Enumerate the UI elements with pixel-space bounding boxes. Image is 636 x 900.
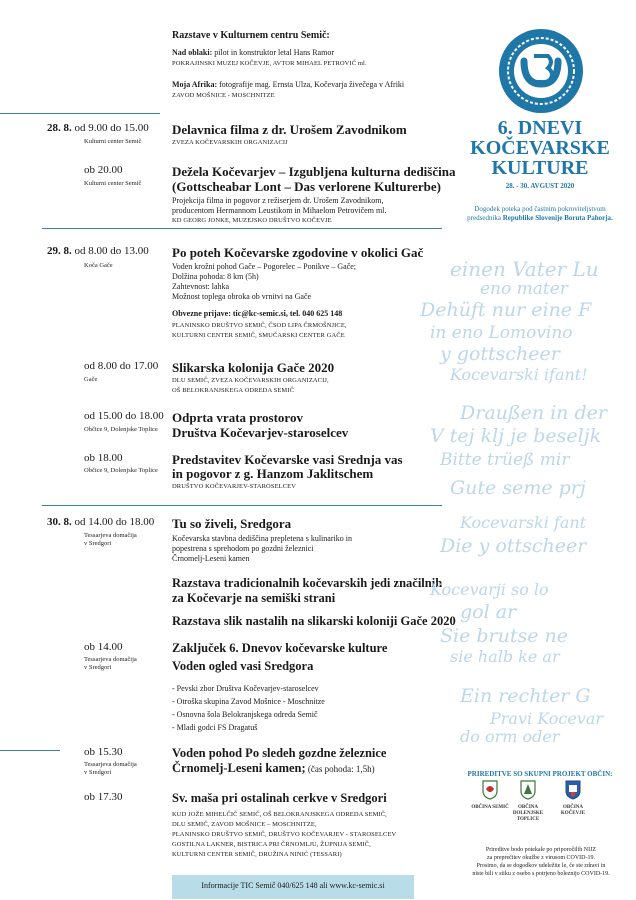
dolenjske-toplice-coat-of-arms-icon xyxy=(520,780,536,800)
event-org: GOSTILNA LAKNER, BISTRICA PRI ČRNOMLJU, ŽUPNIJA SEMIČ, xyxy=(172,841,371,848)
date-label: 29. 8. xyxy=(47,245,72,257)
event-time: ob 20.00 xyxy=(84,164,123,176)
municipality-name: OBČINA KOČEVJE xyxy=(560,805,586,816)
event-duration: (čas pohoda: 1,5h) xyxy=(305,764,375,774)
event-date xyxy=(47,122,149,135)
project-heading: PRIREDITVE SO SKUPNI PROJEKT OBČIN: xyxy=(467,770,613,778)
event-title: Društva Kočevarjev-staroselcev xyxy=(172,425,349,440)
exhibition-item xyxy=(172,48,334,58)
exhibitions-heading: Razstave v Kulturnem centru Semič: xyxy=(172,30,330,41)
event-desc: Možnost toplega obroka ob vrnitvi na Gače xyxy=(172,292,312,301)
event-time: ob 18.00 xyxy=(84,452,123,464)
event-time: od 9.00 do 15.00 xyxy=(71,122,149,134)
event-title: Dežela Kočevarjev – Izgubljena kulturna dediščina xyxy=(172,164,456,179)
exhibition-item xyxy=(172,80,404,90)
event-time: od 8.00 do 13.00 xyxy=(71,245,149,257)
event-org: ZVEZA KOČEVARSKIH ORGANIZACIJ xyxy=(172,139,288,146)
exhibition-text: fotografije mag. Ernsta Ulza, Kočevarja živečega v Afriki xyxy=(217,80,405,89)
event-date xyxy=(47,245,149,258)
event-title: Predstavitev Kočevarske vasi Srednja vas xyxy=(172,452,403,467)
covid-line: Prosimo, da se dogodkov udeležite le, če ste zdravi in xyxy=(476,863,606,869)
event-desc: Dolžina pohoda: 8 km (5h) xyxy=(172,272,259,281)
municipality xyxy=(470,780,510,811)
event-org: KUD JOŽE MIHELČIČ SEMIČ, OŠ BELOKRANJSKEGA ODREDA SEMIČ, xyxy=(172,811,387,818)
kocevje-coat-of-arms-icon xyxy=(565,780,581,800)
exhibition-title: Nad oblaki: xyxy=(172,48,213,57)
logo xyxy=(498,28,584,114)
event-desc-list xyxy=(172,534,352,564)
event-time: ob 14.00 xyxy=(84,641,123,653)
event-venue: Gače xyxy=(84,376,98,383)
event-time: od 15.00 do 18.00 xyxy=(84,410,164,422)
divider xyxy=(0,113,160,114)
event-title: Sv. maša pri ostalinah cerkve v Sredgori xyxy=(172,791,387,805)
event-org: KD GEORG JONKE, MUZEJSKO DRUŠTVO KOČEVJE xyxy=(172,217,332,224)
event-desc: Črnomelj-Leseni kamen xyxy=(172,554,250,563)
event-time: od 8.00 do 17.00 xyxy=(84,360,159,372)
patronage-line xyxy=(450,214,630,223)
event-org-list xyxy=(172,810,396,860)
title-line: KOČEVARSKE xyxy=(470,137,610,159)
exhibition-title: Moja Afrika: xyxy=(172,80,218,89)
event-time: od 14.00 do 18.00 xyxy=(71,516,155,528)
festival-dates: 28. - 30. AVGUST 2020 xyxy=(505,182,575,190)
municipality-name: OBČINA DOLENJSKE TOPLICE xyxy=(512,805,544,822)
covid-line: Prireditve bodo potekale po priporočilih NIJZ xyxy=(485,847,597,853)
event-desc: Kočevarska stavbna dediščina prepletena s kulinariko in xyxy=(172,534,352,543)
municipality xyxy=(506,780,550,823)
event-org: DLU SEMIČ, ZAVOD MOŠNICE – MOSCHNITZE, xyxy=(172,821,317,828)
event-title: Voden pohod Po sledeh gozdne železnice xyxy=(172,746,387,760)
patronage-text: predsednika xyxy=(467,214,503,222)
event-title: Po poteh Kočevarske zgodovine v okolici Gač xyxy=(172,245,424,260)
municipality-name: OBČINA SEMIČ xyxy=(471,805,509,810)
event-desc-list xyxy=(172,262,356,302)
municipality xyxy=(553,780,593,817)
list-item: - Otroška skupina Zavod Mošnice - Moschnitze xyxy=(172,697,325,706)
venue-line: Tessarjeva domačija xyxy=(84,532,137,539)
event-title: Razstava slik nastalih na slikarski koloniji Gače 2020 xyxy=(172,614,456,628)
list-item: - Mladi godci FS Dragatuš xyxy=(172,723,258,732)
program-list xyxy=(172,682,325,734)
event-org: PLANINSKO DRUŠTVO SEMIČ, DRUŠTVO KOČEVARJEV - STAROSELCEV xyxy=(172,831,397,838)
event-venue: Občice 9, Dolenjske Toplice xyxy=(84,467,158,474)
event-date xyxy=(47,516,154,529)
event-org: KULTURNI CENTER SEMIČ, SMUČARSKI CENTER GAČE xyxy=(172,332,345,339)
event-desc: Zahtevnost: lahka xyxy=(172,282,230,291)
handwriting-background: einen Vater Lu eno mater Dehüft nur eine F in eno Lomovino y gottscheer Kocevarski ifant! Draußen in der V tej klj je beseljk Bitte trüeß mir Gute seme prj Kocevarski fant Die y ottscheer Kocevarji so lo gol ar Sie brutse ne sie halb ke ar Ein rechter G Pravi Kocevar do orm oder xyxy=(420,257,607,746)
semic-coat-of-arms-icon xyxy=(482,780,498,800)
event-title: Slikarska kolonija Gače 2020 xyxy=(172,360,335,375)
divider xyxy=(42,228,442,229)
event-title: Tu so živeli, Sredgora xyxy=(172,516,292,531)
event-org: PLANINSKO DRUŠTVO SEMIČ, ČSOD LIPA ČRMOŠNJICE, xyxy=(172,322,347,329)
event-org: DRUŠTVO KOČEVARJEV-STAROSELCEV xyxy=(172,483,297,490)
event-org: KULTURNI CENTER SEMIČ, DRUŽINA NINIĆ (TESSARI) xyxy=(172,851,342,858)
covid-notice xyxy=(448,846,634,878)
event-venue: Koča Gače xyxy=(84,262,113,269)
event-title: Voden ogled vasi Sredgora xyxy=(172,659,314,673)
exhibition-org: POKRAJINSKI MUZEJ KOČEVJE, AVTOR MIHAEL PETROVIČ ml. xyxy=(172,60,367,67)
event-venue: Kulturni center Semič xyxy=(84,180,142,187)
event-venue: Kulturni center Semič xyxy=(84,138,142,145)
divider xyxy=(42,505,442,506)
venue-line: Tessarjeva domačija xyxy=(84,761,137,768)
venue-line: v Sredgori xyxy=(84,769,112,776)
event-time: ob 15.30 xyxy=(84,746,123,758)
event-desc: producentom Hermannom Leustikom in Mihaelom Petrovičem ml. xyxy=(172,206,387,215)
logo-emblem-icon xyxy=(498,28,584,114)
event-time: ob 17.30 xyxy=(84,791,123,803)
event-title: Razstava tradicionalnih kočevarskih jedi značilnih xyxy=(172,576,443,590)
title-line: KULTURE xyxy=(491,157,589,179)
covid-line: za preprečitev okužbe z virusom COVID-19. xyxy=(487,855,595,861)
list-item: - Osnovna šola Belokranjskega odreda Semič xyxy=(172,710,318,719)
list-item: - Pevski zbor Društva Kočevarjev-staroselcev xyxy=(172,684,319,693)
event-title-part: Črnomelj-Leseni kamen; xyxy=(172,761,306,775)
info-link[interactable]: Informacije TIC Semič 040/625 148 ali www.kc-semic.si xyxy=(201,881,385,890)
event-venue xyxy=(84,761,137,777)
event-venue: Občice 9, Dolenjske Toplice xyxy=(84,426,158,433)
event-title: (Gottscheabar Lont – Das verlorene Kulturerbe) xyxy=(172,179,441,194)
festival-title xyxy=(462,118,618,178)
venue-line: v Sredgori xyxy=(84,664,112,671)
event-title: Delavnica filma z dr. Urošem Zavodnikom xyxy=(172,122,407,137)
covid-line: niste bili v stiku z osebo s potrjeno boleznijo COVID-19. xyxy=(472,871,610,877)
event-title: za Kočevarje na semiški strani xyxy=(172,591,336,605)
venue-line: v Sredgori xyxy=(84,540,112,547)
title-line: 6. DNEVI xyxy=(497,117,583,139)
divider xyxy=(0,750,60,751)
event-title: Zaključek 6. Dnevov kočevarske kulture xyxy=(172,641,388,655)
event-org: OŠ BELOKRANJSKEGA ODREDA SEMIČ xyxy=(172,387,294,394)
event-title: Odprta vrata prostorov xyxy=(172,410,303,425)
event-org: DLU SEMIČ, ZVEZA KOČEVARSKIH ORGANIZACIJ, xyxy=(172,377,329,384)
exhibition-text: pilot in konstruktor letal Hans Ramor xyxy=(212,48,334,57)
date-label: 30. 8. xyxy=(47,516,72,528)
event-desc: Voden krožni pohod Gače – Pogorelec – Ponikve – Gače; xyxy=(172,262,357,271)
event-title xyxy=(172,761,375,777)
event-venue xyxy=(84,656,137,672)
venue-line: Tessarjeva domačija xyxy=(84,656,137,663)
event-desc: popestrena s sprehodom po gozdni železnici xyxy=(172,544,314,553)
patronage-line: Dogodek poteka pod častnim pokroviteljstvom xyxy=(474,205,606,213)
patronage-note xyxy=(450,205,630,223)
patronage-name: Republike Slovenije Boruta Pahorja. xyxy=(502,214,613,222)
event-desc: Projekcija filma in pogovor z režiserjem dr. Urošem Zavodnikom, xyxy=(172,196,384,205)
date-label: 28. 8. xyxy=(47,122,72,134)
event-title: in pogovor z g. Hanzom Jaklitschem xyxy=(172,466,374,481)
event-venue xyxy=(84,532,137,548)
registration-info: Obvezne prijave: tic@kc-semic.si, tel. 040 625 148 xyxy=(172,309,343,318)
exhibition-org: ZAVOD MOŠNICE - MOSCHNITZE xyxy=(172,92,275,99)
